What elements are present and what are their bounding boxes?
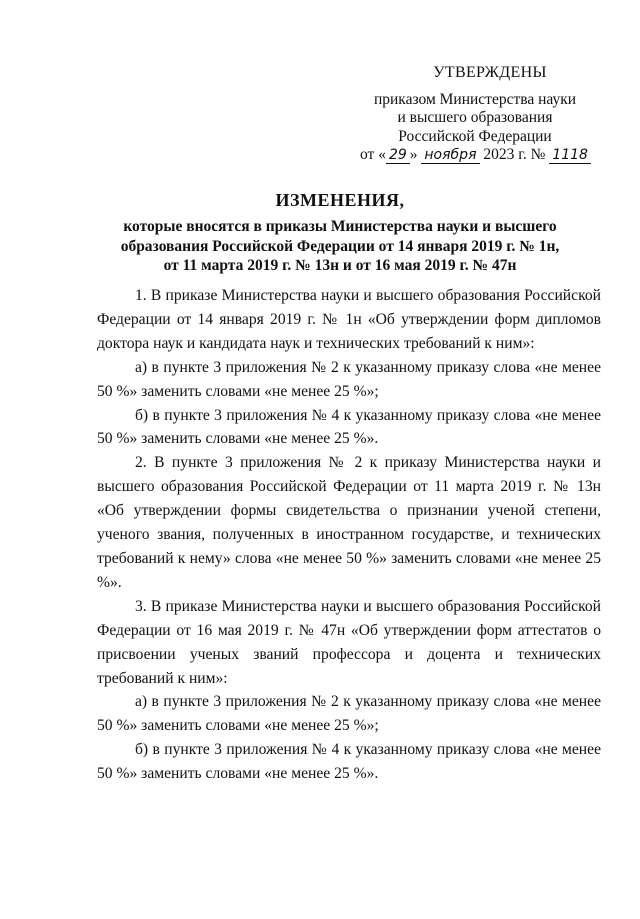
paragraph-1a: а) в пункте 3 приложения № 2 к указанному приказу слова «не менее 50 %» заменить словами «не менее 25 %»; (97, 358, 601, 400)
approval-stamp (360, 64, 590, 165)
document-title (90, 190, 590, 276)
document-body (97, 284, 601, 786)
approved-label: УТВЕРЖДЕНЫ (433, 64, 547, 81)
paragraph-1b: б) в пункте 3 приложения № 4 к указанному приказу слова «не менее 50 %» заменить словами «не менее 25 %». (97, 406, 601, 448)
paragraph-2: 2. В пункте 3 приложения № 2 к приказу Министерства науки и высшего образования Российской Федерации от 11 марта 2019 г. № 13н «Об утверждении формы свидетельства о признании ученой степени, ученого звания, полученных в иностранном государстве, и технических требований к нему» слова «не менее 50 %» заменить словами «не менее 25 %». (97, 454, 601, 591)
handwritten-month: ноября (421, 147, 479, 164)
paragraph-3a: а) в пункте 3 приложения № 2 к указанному приказу слова «не менее 50 %» заменить словами «не менее 25 %»; (97, 693, 601, 735)
date-prefix: от « (360, 146, 386, 163)
date-mid: » (409, 146, 422, 163)
paragraph-3: 3. В приказе Министерства науки и высшего образования Российской Федерации от 16 мая 2019 г. № 47н «Об утверждении форм аттестатов о присвоении ученых званий профессора и доцента и технических требований к ним»: (97, 597, 601, 687)
approval-line-3: Российской Федерации (398, 127, 552, 145)
approval-date-line (360, 146, 590, 165)
title-line-1: которые вносятся в приказы Министерства науки и высшего (123, 218, 557, 235)
title-line-2: образования Российской Федерации от 14 января 2019 г. № 1н, (120, 237, 560, 255)
paragraph-1: 1. В приказе Министерства науки и высшего образования Российской Федерации от 14 января 2019 г. № 1н «Об утверждении форм дипломов доктора наук и кандидата наук и технических требований к ним»: (97, 287, 601, 352)
title-heading: ИЗМЕНЕНИЯ, (275, 190, 405, 210)
title-line-3: от 11 марта 2019 г. № 13н и от 16 мая 2019 г. № 47н (163, 257, 517, 274)
handwritten-day: 29 (386, 147, 410, 164)
approval-line-1: приказом Министерства науки (373, 90, 577, 108)
paragraph-3b: б) в пункте 3 приложения № 4 к указанному приказу слова «не менее 50 %» заменить словами «не менее 25 %». (97, 741, 601, 783)
approval-line-2: и высшего образования (397, 109, 553, 126)
handwritten-number: 1118 (549, 147, 591, 164)
date-year: 2023 г. № (479, 146, 550, 163)
